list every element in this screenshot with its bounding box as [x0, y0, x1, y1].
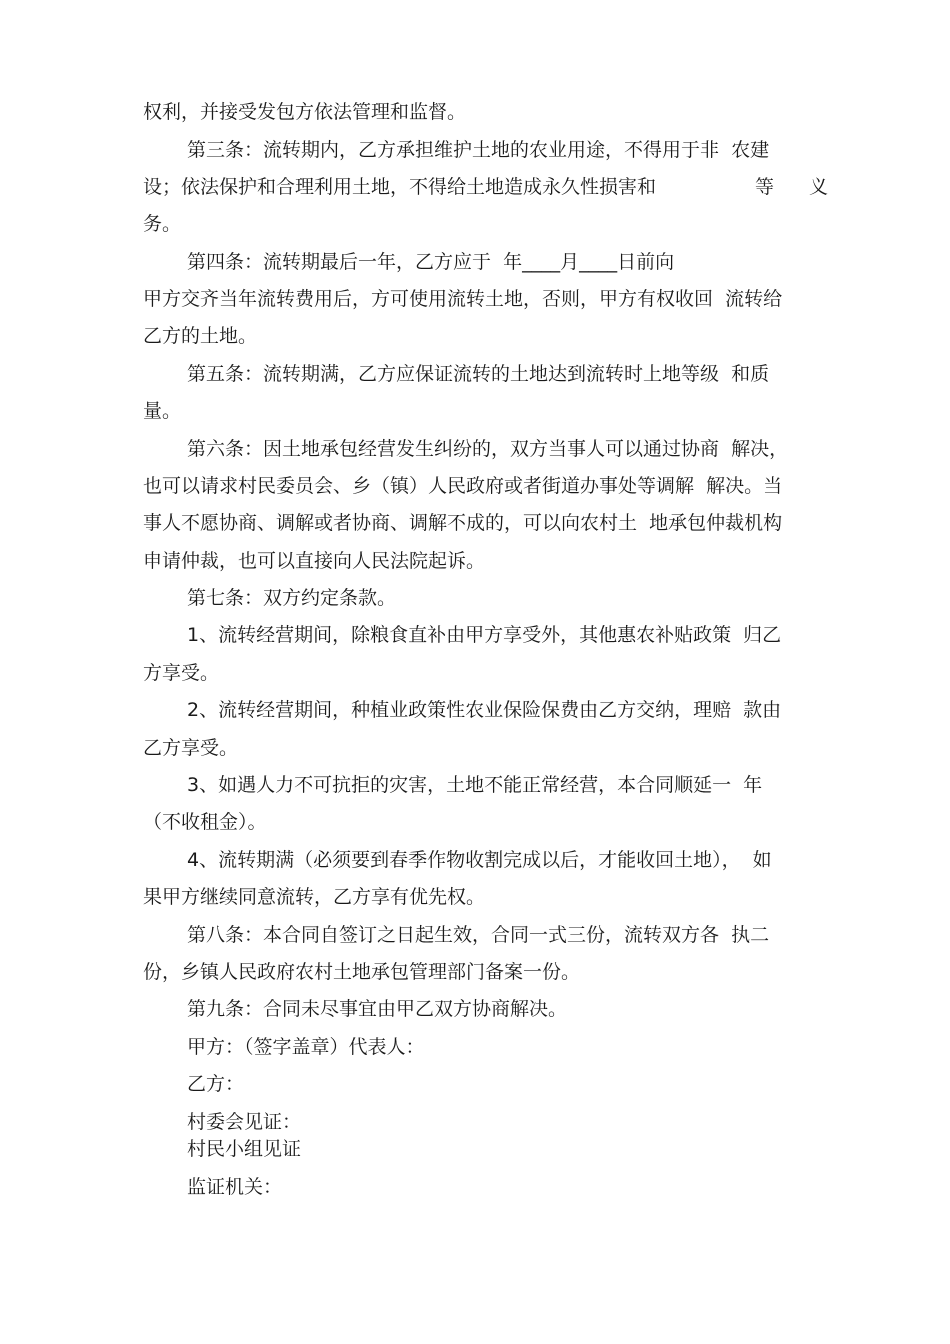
text-line: 事人不愿协商、调解或者协商、调解不成的，可以向农村土 地承包仲裁机构 [143, 512, 783, 534]
text-line: 务。 [143, 213, 182, 235]
text-line: 乙方享受。 [143, 737, 239, 759]
text-line: 申请仲裁，也可以直接向人民法院起诉。 [143, 550, 486, 572]
party-b-signature-line: 乙方： [187, 1073, 245, 1095]
text-line: 果甲方继续同意流转，乙方享有优先权。 [143, 886, 486, 908]
text-line: （不收租金）。 [143, 811, 267, 833]
supervising-authority: 监证机关： [187, 1176, 283, 1198]
text-fragment: 义 [809, 176, 829, 198]
text-fragment: 等 [755, 176, 775, 198]
text-line: 乙方的土地。 [143, 325, 258, 347]
article-4-line: 第四条：流转期最后一年，乙方应于 年____月____日前向 [187, 251, 675, 273]
clause-1-line: 1、流转经营期间，除粮食直补由甲方享受外，其他惠农补贴政策 归乙 [187, 624, 782, 646]
clause-4-line: 4、流转期满（必须要到春季作物收割完成以后，才能收回土地）， 如 [187, 849, 772, 871]
text-line: 量。 [143, 400, 182, 422]
article-6-line: 第六条：因土地承包经营发生纠纷的，双方当事人可以通过协商 解决， [187, 438, 789, 460]
party-a-signature-line: 甲方：（签字盖章）代表人： [187, 1036, 425, 1058]
text-line: 权利，并接受发包方依法管理和监督。 [143, 101, 467, 123]
article-3-line: 第三条：流转期内，乙方承担维护土地的农业用途，不得用于非 农建 [187, 139, 770, 161]
text-line: 也可以请求村民委员会、乡（镇）人民政府或者街道办事处等调解 解决。当 [143, 475, 783, 497]
village-committee-witness: 村委会见证： [187, 1111, 302, 1133]
text-line: 甲方交齐当年流转费用后，方可使用流转土地，否则，甲方有权收回 流转给 [143, 288, 783, 310]
article-5-line: 第五条：流转期满，乙方应保证流转的土地达到流转时上地等级 和质 [187, 363, 770, 385]
text-line: 设；依法保护和合理利用土地，不得给土地造成永久性损害和 [143, 176, 657, 198]
article-7-heading: 第七条：双方约定条款。 [187, 587, 397, 609]
clause-2-line: 2、流转经营期间，种植业政策性农业保险保费由乙方交纳，理赔 款由 [187, 699, 782, 721]
text-line: 份，乡镇人民政府农村土地承包管理部门备案一份。 [143, 961, 581, 983]
text-line: 方享受。 [143, 662, 220, 684]
article-9-line: 第九条：合同未尽事宜由甲乙双方协商解决。 [187, 998, 568, 1020]
village-group-witness: 村民小组见证 [187, 1138, 302, 1160]
clause-3-line: 3、如遇人力不可抗拒的灾害，土地不能正常经营，本合同顺延一 年 [187, 774, 763, 796]
article-8-line: 第八条：本合同自签订之日起生效，合同一式三份，流转双方各 执二 [187, 924, 770, 946]
